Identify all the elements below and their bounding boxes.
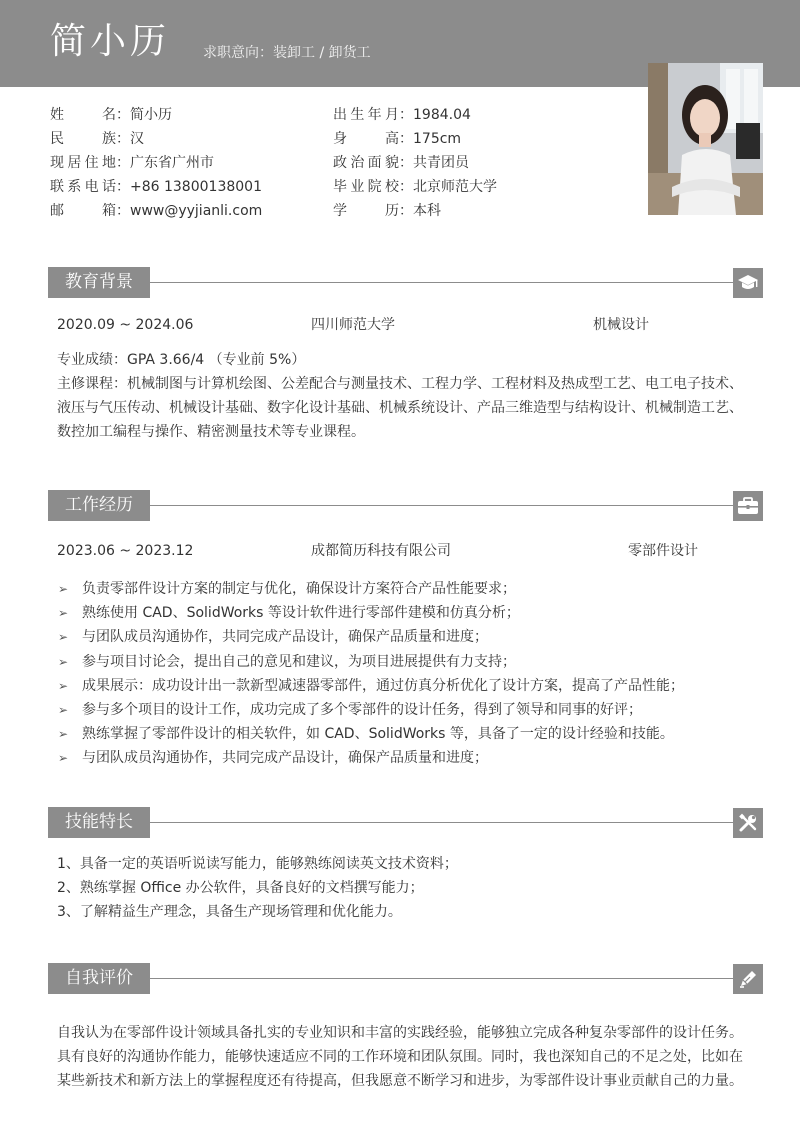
- info-colon: ：: [116, 179, 130, 195]
- education-major: 机械设计: [593, 317, 649, 333]
- info-value: 本科: [413, 203, 441, 219]
- info-colon: ：: [116, 131, 130, 147]
- info-colon: ：: [399, 203, 413, 219]
- education-section-header: [48, 267, 763, 298]
- info-label: 身高: [333, 131, 399, 147]
- info-value: 175cm: [413, 131, 462, 147]
- list-item: [58, 625, 758, 649]
- paragraph-line: 具有良好的沟通协作能力，能够快速适应不同的工作环境和团队氛围。同时，我也深知自己的不足之处，比如在: [57, 1049, 743, 1065]
- paragraph-line: 自我认为在零部件设计领域具备扎实的专业知识和丰富的实践经验，能够独立完成各种复杂零部件的设计任务。: [57, 1025, 743, 1041]
- education-details: [57, 348, 777, 444]
- self-eval-section-header: [48, 963, 763, 994]
- arrow-bullet-icon: ➢: [58, 727, 69, 742]
- arrow-bullet-icon: ➢: [58, 751, 69, 766]
- list-item-text: 成果展示：成功设计出一款新型减速器零部件，通过仿真分析优化了设计方案，提高了产品性能；: [82, 677, 684, 694]
- arrow-bullet-icon: ➢: [58, 606, 69, 621]
- info-value: +86 13800138001: [130, 179, 262, 195]
- education-courses-line: 数控加工编程与操作、精密测量技术等专业课程。: [57, 424, 365, 440]
- self-eval-title: 自我评价: [65, 968, 133, 988]
- info-colon: ：: [399, 155, 413, 171]
- list-item: 1、具备一定的英语听说读写能力，能够熟练阅读英文技术资料；: [57, 856, 458, 872]
- list-item-text: 参与项目讨论会，提出自己的意见和建议，为项目进展提供有力支持；: [82, 653, 516, 670]
- list-item: [58, 746, 758, 770]
- info-colon: ：: [116, 203, 130, 219]
- list-item: [58, 577, 758, 601]
- list-item-text: 熟练使用 CAD、SolidWorks 等设计软件进行零部件建模和仿真分析；: [82, 605, 520, 622]
- skills-list: [57, 852, 777, 924]
- work-position: 零部件设计: [628, 543, 698, 559]
- education-school: 四川师范大学: [311, 317, 395, 333]
- tools-icon: [733, 808, 763, 838]
- section-divider: [150, 822, 733, 823]
- info-row-residence: [50, 151, 262, 175]
- info-value: 北京师范大学: [413, 179, 497, 195]
- list-item: [58, 722, 758, 746]
- self-eval-text: [57, 1021, 777, 1093]
- info-label: 姓名: [50, 107, 116, 123]
- list-item: [58, 698, 758, 722]
- info-colon: ：: [399, 131, 413, 147]
- graduation-cap-icon: [733, 268, 763, 298]
- info-value: 简小历: [130, 107, 172, 123]
- info-colon: ：: [116, 107, 130, 123]
- work-period: 2023.06 ~ 2023.12: [57, 543, 194, 559]
- paragraph-line: 某些新技术和新方法上的掌握程度还有待提高，但我愿意不断学习和进步，为零部件设计事业贡献自己的力量。: [57, 1073, 743, 1089]
- info-row-birth: [333, 103, 497, 127]
- briefcase-icon: [733, 491, 763, 521]
- job-intent: 求职意向：装卸工 / 卸货工: [203, 45, 371, 61]
- info-row-name: [50, 103, 262, 127]
- education-gpa: 专业成绩：GPA 3.66/4 （专业前 5%）: [57, 352, 306, 368]
- education-title: 教育背景: [65, 272, 133, 292]
- list-item: 3、了解精益生产理念，具备生产现场管理和优化能力。: [57, 904, 402, 920]
- candidate-name: 简小历: [50, 21, 171, 62]
- info-row-school: [333, 175, 497, 199]
- info-row-degree: [333, 199, 497, 223]
- info-label: 邮箱: [50, 203, 116, 219]
- info-value: www@yyjianli.com: [130, 203, 263, 219]
- info-label: 出生年月: [333, 107, 399, 123]
- info-colon: ：: [399, 179, 413, 195]
- info-row-politics: [333, 151, 497, 175]
- list-item: [58, 650, 758, 674]
- education-period: 2020.09 ~ 2024.06: [57, 317, 194, 333]
- info-row-email: [50, 199, 262, 223]
- info-label: 毕业院校: [333, 179, 399, 195]
- education-courses-line: 液压与气压传动、机械设计基础、数字化设计基础、机械系统设计、产品三维造型与结构设计、机械制造工艺、: [57, 400, 743, 416]
- work-title: 工作经历: [65, 495, 133, 515]
- list-item-text: 负责零部件设计方案的制定与优化，确保设计方案符合产品性能要求；: [82, 581, 516, 597]
- list-item-text: 熟练掌握了零部件设计的相关软件，如 CAD、SolidWorks 等，具备了一定的设计经验和技能。: [82, 726, 674, 743]
- info-label: 民族: [50, 131, 116, 147]
- basic-info-left: [50, 103, 262, 223]
- info-row-height: [333, 127, 497, 151]
- list-item: 2、熟练掌握 Office 办公软件，具备良好的文档撰写能力；: [57, 880, 424, 896]
- arrow-bullet-icon: ➢: [58, 582, 69, 596]
- list-item: [58, 601, 758, 625]
- info-colon: ：: [399, 107, 413, 123]
- section-divider: [150, 978, 733, 979]
- profile-photo: [648, 63, 763, 215]
- info-value: 汉: [130, 131, 144, 147]
- arrow-bullet-icon: ➢: [58, 703, 69, 718]
- info-label: 联系电话: [50, 179, 116, 195]
- info-label: 政治面貌: [333, 155, 399, 171]
- section-divider: [150, 282, 733, 283]
- info-colon: ：: [116, 155, 130, 171]
- section-divider: [150, 505, 733, 506]
- skills-title: 技能特长: [65, 812, 133, 832]
- skills-section-header: [48, 807, 763, 838]
- info-label: 学历: [333, 203, 399, 219]
- list-item-text: 与团队成员沟通协作，共同完成产品设计，确保产品质量和进度；: [82, 629, 488, 646]
- arrow-bullet-icon: ➢: [58, 654, 69, 669]
- list-item-text: 与团队成员沟通协作，共同完成产品设计，确保产品质量和进度；: [82, 750, 488, 767]
- info-value: 广东省广州市: [130, 155, 214, 171]
- info-label: 现居住地: [50, 155, 116, 171]
- list-item: [58, 674, 758, 698]
- pen-icon: [733, 964, 763, 994]
- arrow-bullet-icon: ➢: [58, 630, 69, 645]
- info-value: 1984.04: [413, 107, 471, 123]
- info-row-ethnicity: [50, 127, 262, 151]
- education-courses-line: 主修课程：机械制图与计算机绘图、公差配合与测量技术、工程力学、工程材料及热成型工艺、电工电子技术、: [57, 376, 743, 392]
- arrow-bullet-icon: ➢: [58, 678, 69, 693]
- work-company: 成都简历科技有限公司: [311, 543, 451, 559]
- work-bullet-list: [58, 577, 758, 771]
- info-row-phone: [50, 175, 262, 199]
- list-item-text: 参与多个项目的设计工作，成功完成了多个零部件的设计任务，得到了领导和同事的好评；: [82, 702, 642, 719]
- info-value: 共青团员: [413, 155, 469, 171]
- work-section-header: [48, 490, 763, 521]
- basic-info-right: [333, 103, 497, 223]
